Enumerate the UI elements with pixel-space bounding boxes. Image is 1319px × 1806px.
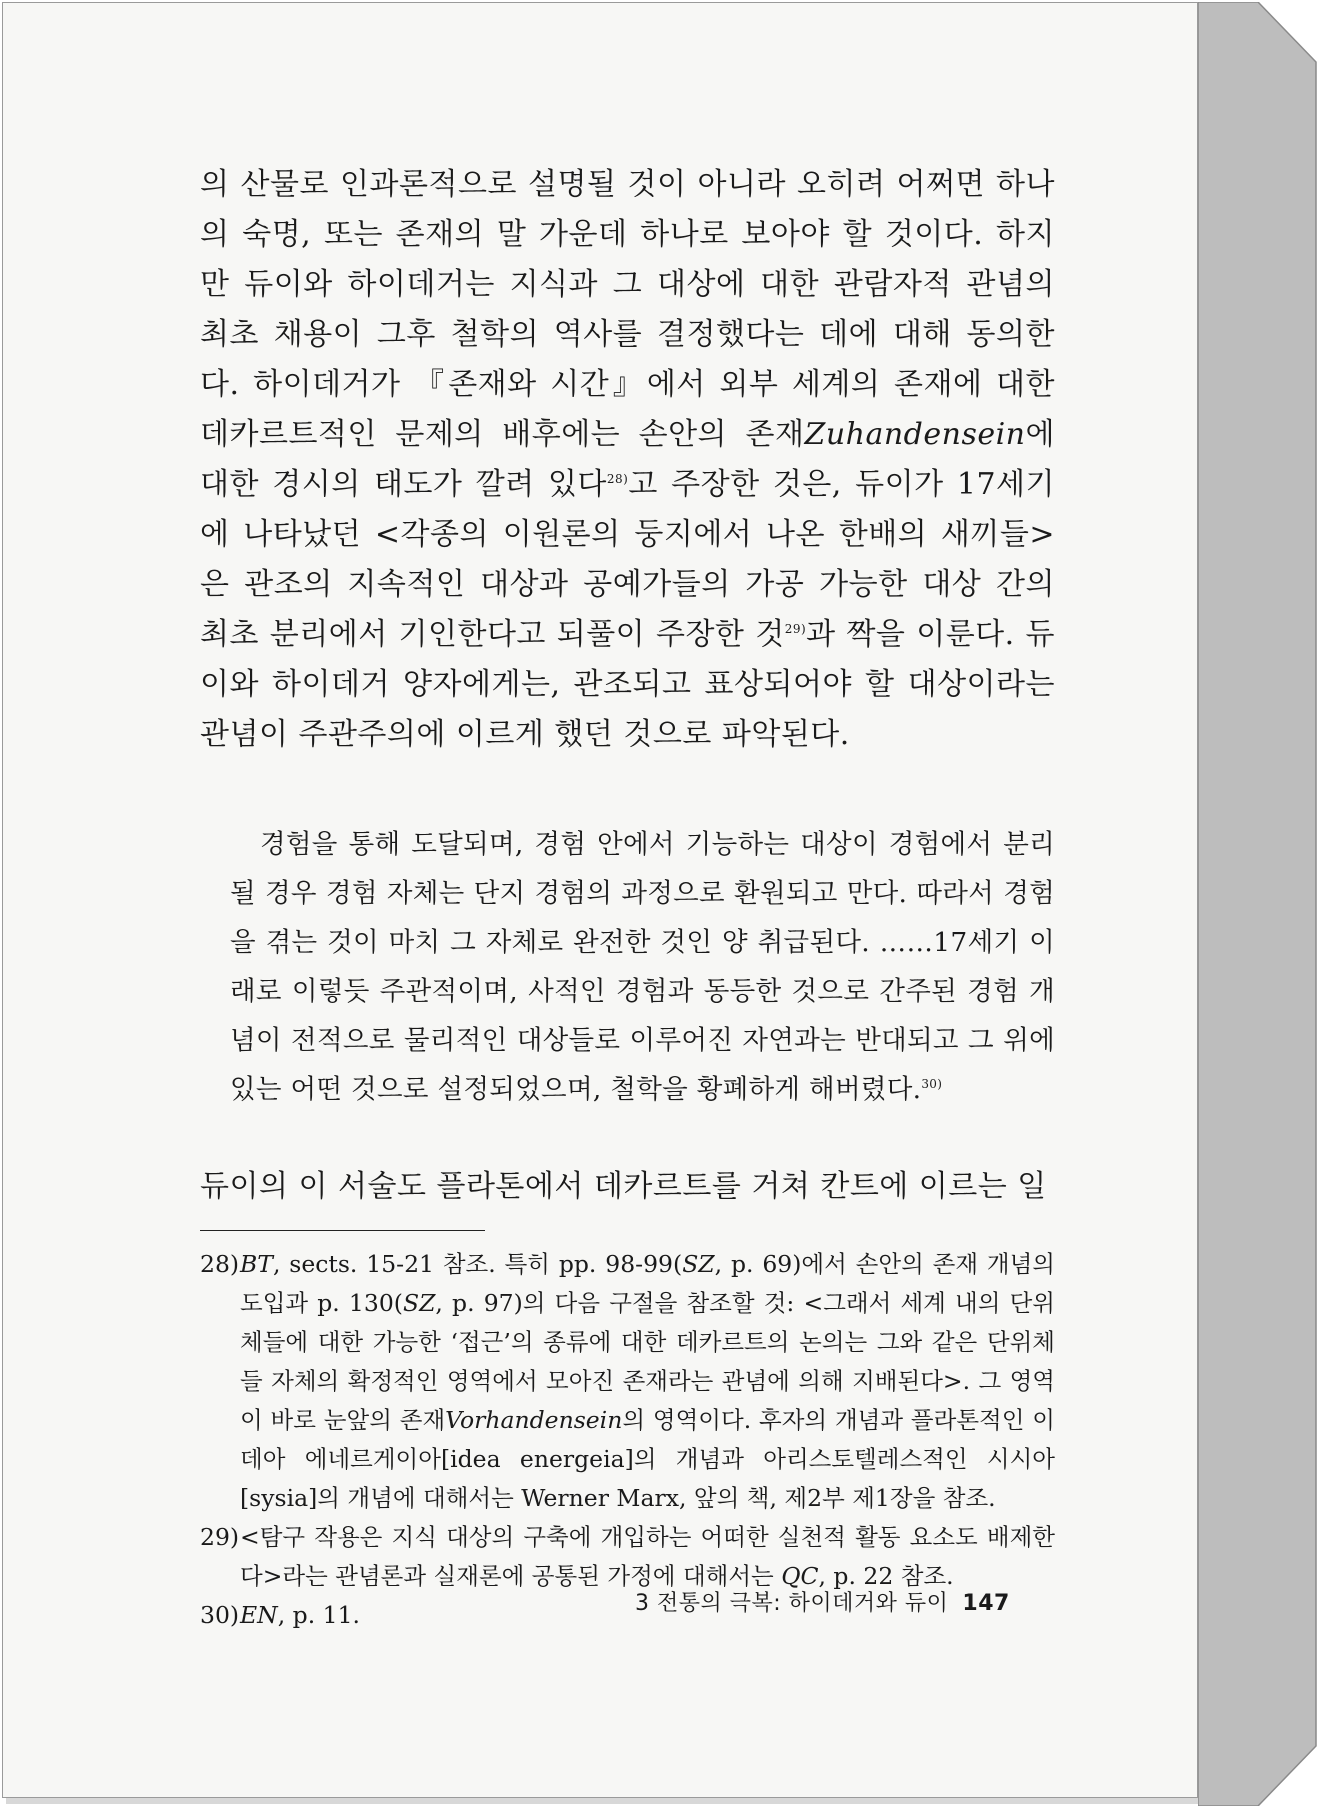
footnote-number: 28): [200, 1250, 240, 1278]
footnote-marker-30[interactable]: 30): [921, 1077, 943, 1092]
footnotes: [200, 1245, 1055, 1635]
text-run: 에 대한 경시의 태도가 깔려 있다: [200, 417, 1055, 502]
footnote-divider: [200, 1230, 485, 1231]
text-run: , sects. 15-21 참조. 특히 pp. 98-99(: [272, 1250, 683, 1278]
footnote-29: [200, 1518, 1055, 1596]
abbrev: QC: [781, 1562, 819, 1590]
italic-term: Vorhandensein: [445, 1406, 623, 1434]
abbrev: BT: [240, 1250, 273, 1278]
page-content: [200, 160, 1055, 1635]
chapter-title: 3 전통의 극복: 하이데거와 듀이: [635, 1591, 949, 1616]
block-quote: [230, 820, 1055, 1114]
abbrev: SZ: [682, 1250, 715, 1278]
text-run: 의 영역이다. 후자의 개념과 플라톤적인 이데아 에네르게이아[idea energeia]의 개념과 아리스토텔레스적인 시시아[sysia]의 개념에 대해서는 Werner Marx, 앞의 책, 제2부 제1장을 참조.: [240, 1406, 1055, 1512]
footnote-number: 29): [200, 1523, 240, 1551]
text-run: , p. 22 참조.: [818, 1562, 954, 1590]
footnote-number: 30): [200, 1601, 240, 1629]
text-run: 의 산물로 인과론적으로 설명될 것이 아니라 오히려 어쩌면 하나의 숙명, 또는 존재의 말 가운데 하나로 보아야 할 것이다. 하지만 듀이와 하이데거는 지식과 그 대상에 대한 관람자적 관념의 최초 채용이 그후 철학의 역사를 결정했다는 데에 대해 동의한다. 하이데거가 『존재와 시간』에서 외부 세계의 존재에 대한 데카르트적인 문제의 배후에는 손안의 존재: [200, 167, 1055, 452]
text-run: , p. 97)의 다음 구절을 참조할 것: <그래서 세계 내의 단위체들에 대한 가능한 ‘접근’의 종류에 대한 데카르트의 논의는 그와 같은 단위체들 자체의 확정적인 영역에서 모아진 존재라는 관념에 의해 지배된다>. 그 영역이 바로 눈앞의 존재: [240, 1289, 1055, 1434]
footnote-28: [200, 1245, 1055, 1518]
quote-text: 경험을 통해 도달되며, 경험 안에서 기능하는 대상이 경험에서 분리될 경우 경험 자체는 단지 경험의 과정으로 환원되고 만다. 따라서 경험을 겪는 것이 마치 그 자체로 완전한 것인 양 취급된다. ……17세기 이래로 이렇듯 주관적이며, 사적인 경험과 동등한 것으로 간주된 경험 개념이 전적으로 물리적인 대상들로 이루어진 자연과는 반대되고 그 위에 있는 어떤 것으로 설정되었으며, 철학을 황폐하게 해버렸다.: [230, 829, 1055, 1105]
text-run: 고 주장한 것은, 듀이가 17세기에 나타났던 <각종의 이원론의 둥지에서 나온 한배의 새끼들>은 관조의 지속적인 대상과 공예가들의 가공 가능한 대상 간의 최초 분리에서 기인한다고 되풀이 주장한 것: [200, 467, 1055, 652]
running-footer: [635, 1586, 1010, 1617]
footnote-marker-29[interactable]: 29): [784, 622, 807, 636]
text-run: <탐구 작용은 지식 대상의 구축에 개입하는 어떠한 실천적 활동 요소도 배제한다>라는 관념론과 실재론에 공통된 가정에 대해서는: [240, 1523, 1055, 1590]
footnote-marker-28[interactable]: 28): [606, 472, 629, 486]
body-paragraph-2: 듀이의 이 서술도 플라톤에서 데카르트를 거쳐 칸트에 이르는 일: [200, 1169, 1047, 1204]
text-run: 과 짝을 이룬다. 듀이와 하이데거 양자에게는, 관조되고 표상되어야 할 대상이라는 관념이 주관주의에 이르게 했던 것으로 파악된다.: [200, 617, 1055, 752]
abbrev: EN: [240, 1601, 278, 1629]
text-run: , p. 69)에서 손안의 존재 개념의 도입과 p. 130(: [240, 1250, 1055, 1317]
text-run: , p. 11.: [277, 1601, 361, 1629]
italic-term: Zuhandensein: [804, 417, 1026, 452]
body-paragraph-1: [200, 160, 1055, 760]
page-number: 147: [962, 1591, 1010, 1616]
abbrev: SZ: [402, 1289, 436, 1317]
